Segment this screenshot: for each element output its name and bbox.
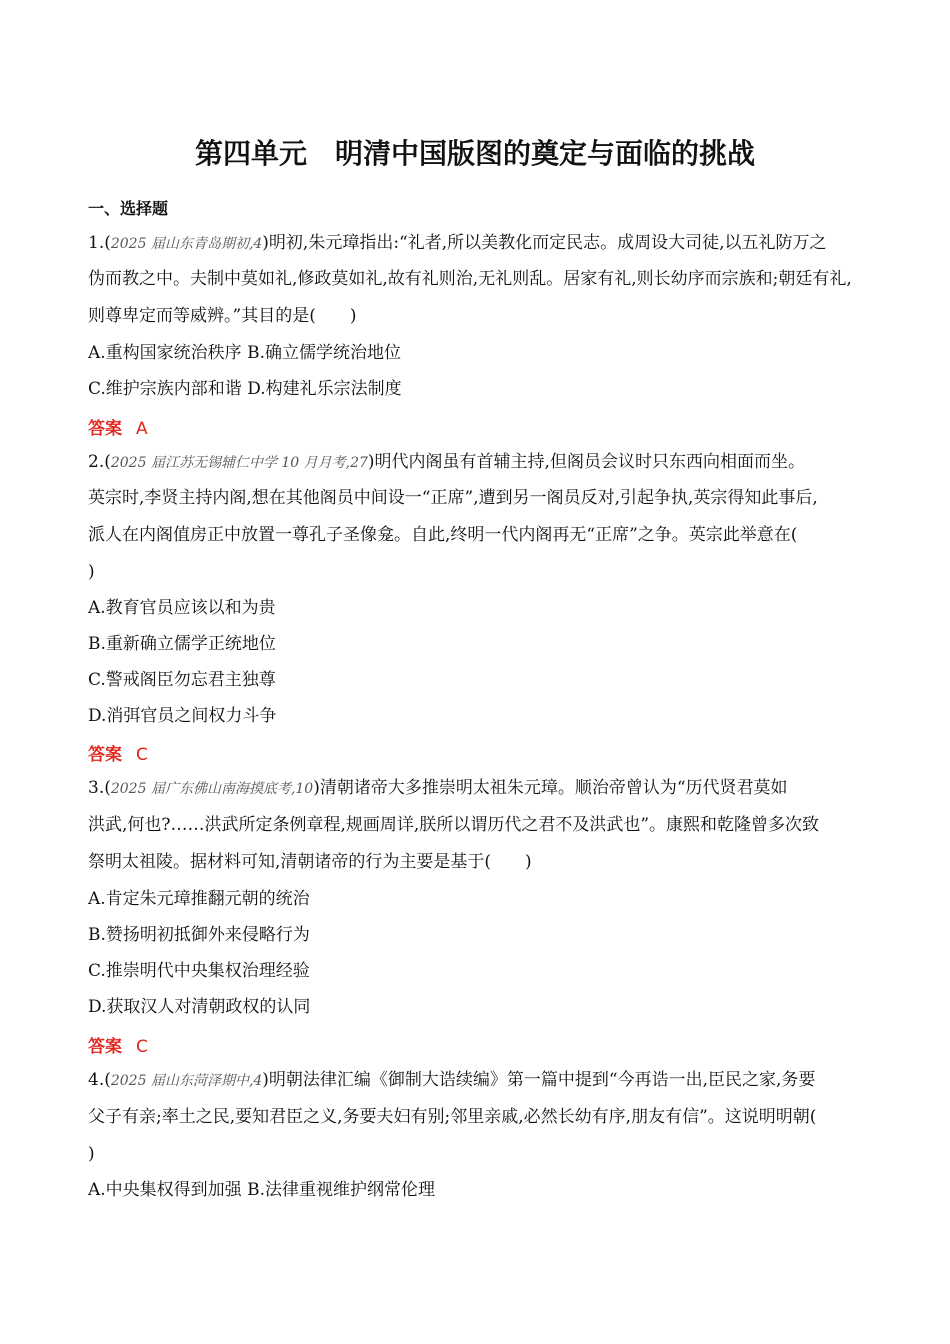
q3-answer <box>88 1032 148 1057</box>
q4-source: 2025 届山东菏泽期中,4 <box>110 1073 263 1089</box>
q1-number: 1.( <box>88 233 111 253</box>
q3-line-1 <box>88 776 788 801</box>
q3-option-c: C.推崇明代中央集权治理经验 <box>88 961 310 981</box>
q2-line-2: 英宗时,李贤主持内阁,想在其他阁员中间设一“正席”,遭到另一阁员反对,引起争执,英宗得知此事后, <box>88 488 818 508</box>
q2-line-4: ) <box>88 562 95 582</box>
q2-option-b: B.重新确立儒学正统地位 <box>88 634 276 654</box>
page-title: 第四单元 明清中国版图的奠定与面临的挑战 <box>194 137 755 170</box>
q4-text-1: )明朝法律汇编《御制大诰续编》第一篇中提到“今再诰一出,臣民之家,务要 <box>262 1070 816 1090</box>
q2-option-c: C.警戒阁臣勿忘君主独尊 <box>88 670 276 690</box>
q4-number: 4.( <box>88 1070 111 1090</box>
q1-line-2: 伪而教之中。夫制中莫如礼,修政莫如礼,故有礼则治,无礼则乱。居家有礼,则长幼序而宗族和;朝廷有礼, <box>88 269 852 289</box>
q1-options-row-1: A.重构国家统治秩序 B.确立儒学统治地位 <box>88 343 401 363</box>
q1-line-1 <box>88 231 827 256</box>
q4-line-3: ) <box>88 1144 95 1164</box>
q1-source: 2025 届山东青岛期初,4 <box>110 236 263 252</box>
q2-answer <box>88 740 148 765</box>
q2-number: 2.( <box>88 452 111 472</box>
q2-line-3: 派人在内阁值房正中放置一尊孔子圣像龛。自此,终明一代内阁再无“正席”之争。英宗此举意在( <box>88 525 798 545</box>
section-heading: 一、选择题 <box>88 199 169 218</box>
q3-option-a: A.肯定朱元璋推翻元朝的统治 <box>88 889 310 909</box>
q4-line-1 <box>88 1068 815 1093</box>
q2-option-a: A.教育官员应该以和为贵 <box>88 598 276 618</box>
q3-source: 2025 届广东佛山南海摸底考,10 <box>110 781 314 797</box>
q2-line-1 <box>88 450 805 475</box>
answer-label: 答案 <box>88 745 122 765</box>
q3-line-3: 祭明太祖陵。据材料可知,清朝诸帝的行为主要是基于( ) <box>88 852 532 872</box>
q2-answer-value: C <box>136 745 148 765</box>
q2-source: 2025 届江苏无锡辅仁中学 10 月月考,27 <box>110 455 368 471</box>
q3-line-2: 洪武,何也?……洪武所定条例章程,规画周详,朕所以谓历代之君不及洪武也”。康熙和乾隆曾多次致 <box>88 815 820 835</box>
q3-answer-value: C <box>136 1037 148 1057</box>
answer-label: 答案 <box>88 1037 122 1057</box>
q1-answer-value: A <box>136 419 148 439</box>
q1-line-3: 则尊卑定而等威辨。”其目的是( ) <box>88 306 357 326</box>
answer-label: 答案 <box>88 419 122 439</box>
q1-text-1: )明初,朱元璋指出:“礼者,所以美教化而定民志。成周设大司徒,以五礼防万之 <box>262 233 827 253</box>
q3-option-b: B.赞扬明初抵御外来侵略行为 <box>88 925 310 945</box>
q3-option-d: D.获取汉人对清朝政权的认同 <box>88 997 311 1017</box>
q1-answer <box>88 414 148 439</box>
q2-text-1: )明代内阁虽有首辅主持,但阁员会议时只东西向相面而坐。 <box>367 452 805 472</box>
q2-option-d: D.消弭官员之间权力斗争 <box>88 706 277 726</box>
q3-number: 3.( <box>88 778 111 798</box>
q4-line-2: 父子有亲;率土之民,要知君臣之义,务要夫妇有别;邻里亲戚,必然长幼有序,朋友有信”。这说明明朝( <box>88 1107 817 1127</box>
q1-options-row-2: C.维护宗族内部和谐 D.构建礼乐宗法制度 <box>88 379 402 399</box>
q3-text-1: )清朝诸帝大多推崇明太祖朱元璋。顺治帝曾认为“历代贤君莫如 <box>313 778 788 798</box>
q4-options-row-1: A.中央集权得到加强 B.法律重视维护纲常伦理 <box>88 1180 435 1200</box>
